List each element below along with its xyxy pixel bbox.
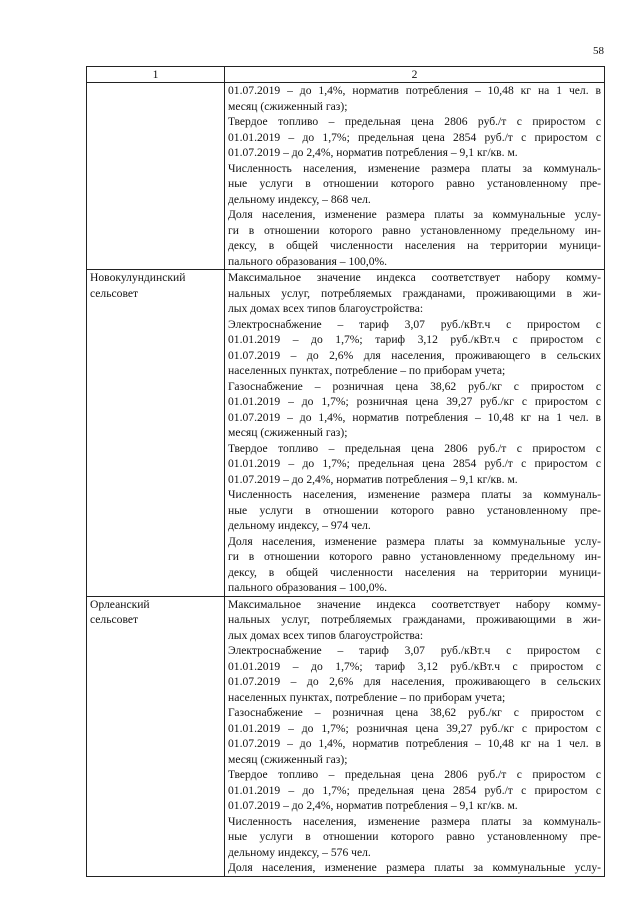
text-line: дельному индексу, – 576 чел. — [228, 845, 371, 859]
text-line: населенных пунктах, потребление – по приборам учета; — [228, 364, 506, 377]
text-line: 01.01.2019 – до 1,7%; тариф 3,12 руб./кВт.ч с приростом с — [228, 659, 601, 673]
text-line: ные услуги в отношении которого равно установленному пре- — [228, 503, 601, 517]
text-line: Численность населения, изменение размера платы за коммуналь- — [228, 488, 601, 501]
text-line: Максимальное значение индекса соответствует набору комму- — [228, 597, 601, 611]
municipality-name-line: Орлеанский — [90, 597, 150, 611]
table-row — [87, 270, 605, 597]
text-line: 01.07.2019 – до 1,4%, норматив потребления – 10,48 кг на 1 чел. в — [228, 84, 601, 97]
text-line: пального образования – 100,0%. — [228, 254, 388, 268]
text-line: месяц (сжиженный газ); — [228, 426, 348, 439]
text-line: пального образования – 100,0%. — [228, 581, 388, 594]
text-line: дексу, в общей численности населения на территории муници- — [228, 239, 601, 252]
text-line: ные услуги в отношении которого равно установленному пре- — [228, 830, 601, 843]
text-line: 01.01.2019 – до 1,7%; розничная цена 39,27 руб./кг с приростом с — [228, 395, 601, 408]
text-line: 01.01.2019 – до 1,7%; розничная цена 39,27 руб./кг с приростом с — [228, 721, 601, 735]
text-line: дельному индексу, – 868 чел. — [228, 192, 371, 206]
text-line: Твердое топливо – предельная цена 2806 руб./т с приростом с — [228, 768, 601, 781]
text-line: 01.01.2019 – до 1,7%; предельная цена 2854 руб./т с приростом с — [228, 457, 601, 470]
text-line: дексу, в общей численности населения на территории муници- — [228, 565, 601, 579]
text-line: 01.07.2019 – до 2,4%, норматив потребления – 9,1 кг/кв. м. — [228, 146, 518, 159]
text-line: нальных услуг, потребляемых гражданами, проживающими в жи- — [228, 613, 601, 626]
tariff-table — [86, 66, 605, 877]
text-line: 01.01.2019 – до 1,7%; тариф 3,12 руб./кВт.ч с приростом с — [228, 333, 601, 346]
text-line: 01.01.2019 – до 1,7%; предельная цена 2854 руб./т с приростом с — [228, 130, 601, 144]
text-line: месяц (сжиженный газ); — [228, 752, 348, 766]
text-line: Численность населения, изменение размера платы за коммуналь- — [228, 161, 601, 175]
text-line: ные услуги в отношении которого равно установленному пре- — [228, 177, 601, 190]
text-line: месяц (сжиженный газ); — [228, 99, 348, 113]
text-line: Доля населения, изменение размера платы за коммунальные услу- — [228, 208, 601, 221]
table-row — [87, 596, 605, 876]
municipality-name-line: сельсовет — [90, 286, 139, 300]
text-line: Численность населения, изменение размера платы за коммуналь- — [228, 814, 601, 828]
indicator-text-cell — [225, 270, 605, 597]
text-line: 01.07.2019 – до 1,4%, норматив потребления – 10,48 кг на 1 чел. в — [228, 737, 601, 750]
text-line: 01.01.2019 – до 1,7%; предельная цена 2854 руб./т с приростом с — [228, 783, 601, 797]
text-line: Электроснабжение – тариф 3,07 руб./кВт.ч с приростом с — [228, 317, 601, 331]
municipality-cell — [87, 83, 225, 270]
column-header-2: 2 — [225, 67, 605, 83]
municipality-name-line: Новокулундинский — [90, 271, 186, 284]
text-line: Доля населения, изменение размера платы за коммунальные услу- — [228, 861, 601, 874]
text-line: 01.07.2019 – до 1,4%, норматив потребления – 10,48 кг на 1 чел. в — [228, 410, 601, 424]
table-row — [87, 83, 605, 270]
text-line: Твердое топливо – предельная цена 2806 руб./т с приростом с — [228, 115, 601, 128]
text-line: Доля населения, изменение размера платы за коммунальные услу- — [228, 534, 601, 548]
table-header-row — [87, 67, 605, 83]
indicator-text-cell — [225, 596, 605, 876]
text-line: лых домах всех типов благоустройства: — [228, 302, 424, 315]
indicator-text-cell — [225, 83, 605, 270]
text-line: ги в отношении которого равно установленному предельному ин- — [228, 550, 601, 563]
text-line: 01.07.2019 – до 2,4%, норматив потребления – 9,1 кг/кв. м. — [228, 472, 518, 486]
text-line: лых домах всех типов благоустройства: — [228, 628, 424, 642]
municipality-cell — [87, 596, 225, 876]
text-line: ги в отношении которого равно установленному предельному ин- — [228, 223, 601, 237]
text-line: Максимальное значение индекса соответствует набору комму- — [228, 271, 601, 284]
municipality-name-line: сельсовет — [90, 613, 139, 626]
text-line: Электроснабжение – тариф 3,07 руб./кВт.ч с приростом с — [228, 644, 601, 657]
table-body — [87, 83, 605, 877]
text-line: нальных услуг, потребляемых гражданами, проживающими в жи- — [228, 286, 601, 300]
column-header-1: 1 — [87, 67, 225, 83]
text-line: Газоснабжение – розничная цена 38,62 руб./кг с приростом с — [228, 379, 601, 393]
page-number: 58 — [593, 45, 604, 57]
municipality-cell — [87, 270, 225, 597]
text-line: Твердое топливо – предельная цена 2806 руб./т с приростом с — [228, 441, 601, 455]
text-line: 01.07.2019 – до 2,6% для населения, проживающего в сельских — [228, 348, 601, 362]
text-line: населенных пунктах, потребление – по приборам учета; — [228, 690, 506, 704]
text-line: Газоснабжение – розничная цена 38,62 руб./кг с приростом с — [228, 706, 601, 719]
text-line: 01.07.2019 – до 2,6% для населения, проживающего в сельских — [228, 675, 601, 688]
text-line: дельному индексу, – 974 чел. — [228, 519, 371, 532]
text-line: 01.07.2019 – до 2,4%, норматив потребления – 9,1 кг/кв. м. — [228, 799, 518, 812]
